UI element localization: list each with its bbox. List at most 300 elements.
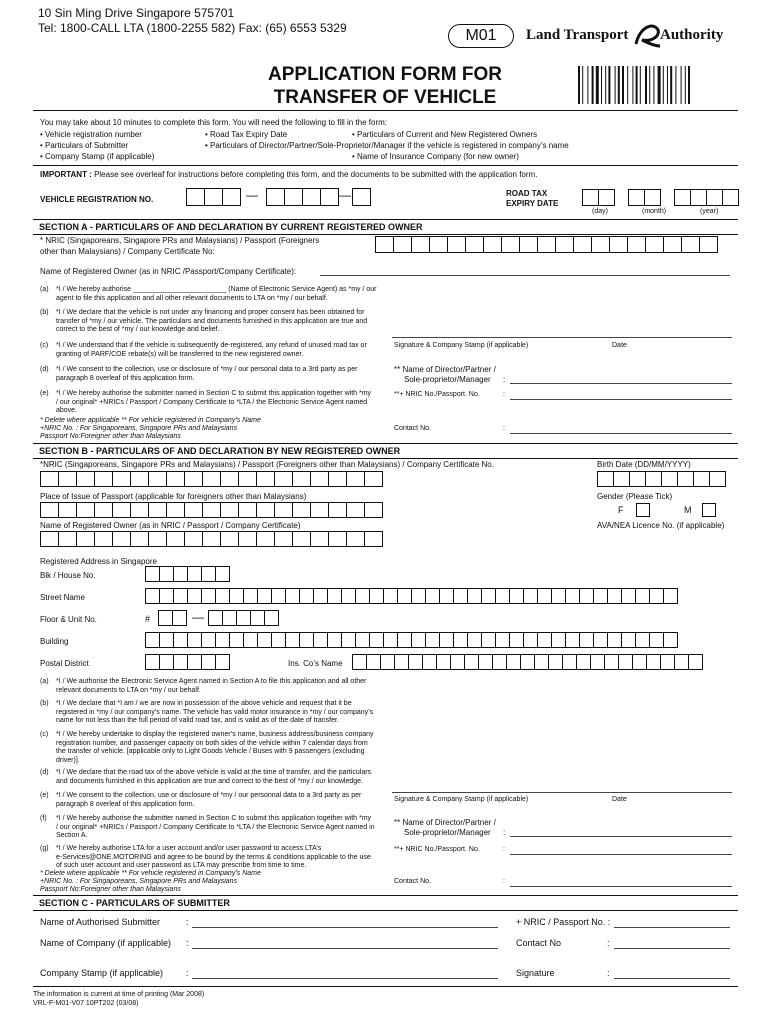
section-b-nric-passport-line[interactable] [510, 854, 732, 855]
intro-col1-2: • Company Stamp (if applicable) [40, 152, 155, 161]
section-a-name-label: Name of Registered Owner (as in NRIC /Passport/Company Certificate): [40, 267, 297, 276]
char-box[interactable] [495, 632, 510, 648]
char-box[interactable] [495, 588, 510, 604]
char-box[interactable] [397, 632, 412, 648]
char-box[interactable] [159, 654, 174, 670]
char-box[interactable] [411, 632, 426, 648]
declaration-text: Section A. [56, 832, 88, 839]
building-boxes[interactable] [145, 632, 677, 648]
char-box[interactable] [202, 502, 221, 518]
char-box[interactable] [94, 471, 113, 487]
section-a-contact-colon: : [503, 425, 505, 432]
section-b-signature-line[interactable] [392, 792, 732, 793]
section-b-contact-colon: : [503, 878, 505, 885]
char-box[interactable] [58, 502, 77, 518]
char-box[interactable] [257, 632, 272, 648]
char-box[interactable] [58, 471, 77, 487]
char-box[interactable] [257, 588, 272, 604]
section-b-name-label: Name of Registered Owner (as in NRIC / Passport / Company Certificate) [40, 521, 301, 530]
char-box[interactable] [173, 566, 188, 582]
char-box[interactable] [166, 471, 185, 487]
char-box[interactable] [383, 588, 398, 604]
section-b-passport-place-boxes[interactable] [40, 502, 382, 518]
section-a-signature-line[interactable] [392, 337, 732, 338]
char-box[interactable] [481, 632, 496, 648]
char-box[interactable] [447, 236, 466, 253]
char-box[interactable] [509, 588, 524, 604]
lta-logo-icon [632, 20, 662, 50]
char-box[interactable] [173, 654, 188, 670]
char-box[interactable] [394, 654, 409, 670]
char-box[interactable] [425, 588, 440, 604]
section-c-header: SECTION C - PARTICULARS OF SUBMITTER [33, 895, 738, 911]
vehicle-reg-prefix-boxes[interactable] [186, 188, 240, 206]
char-box[interactable] [313, 588, 328, 604]
char-box[interactable] [201, 632, 216, 648]
declaration-text: *I / We consent to the collection, use or disclosure of *my / our personnal data to a 3rd party as per [56, 792, 362, 799]
char-box[interactable] [369, 588, 384, 604]
char-box[interactable] [313, 632, 328, 648]
char-box[interactable] [76, 471, 95, 487]
section-b-date-label: Date [612, 796, 627, 803]
char-box[interactable] [40, 471, 59, 487]
char-box[interactable] [590, 654, 605, 670]
char-box[interactable] [576, 654, 591, 670]
char-box[interactable] [215, 654, 230, 670]
intro-col1-0: • Vehicle registration number [40, 130, 142, 139]
submitter-signature-colon: : [607, 968, 610, 978]
char-box[interactable] [439, 588, 454, 604]
section-a-nric-boxes[interactable] [375, 236, 717, 253]
char-box[interactable] [453, 588, 468, 604]
submitter-signature-line[interactable] [614, 978, 730, 979]
company-stamp-line[interactable] [192, 978, 498, 979]
section-a-name-line[interactable] [320, 275, 730, 276]
char-box[interactable] [383, 632, 398, 648]
section-b-signature-label: Signature & Company Stamp (if applicable) [394, 796, 529, 803]
char-box[interactable] [453, 632, 468, 648]
char-box[interactable] [501, 236, 520, 253]
declaration-key: (b) [40, 700, 49, 707]
char-box[interactable] [573, 236, 592, 253]
char-box[interactable] [663, 632, 678, 648]
road-tax-month-boxes[interactable] [628, 189, 660, 206]
char-box[interactable] [328, 502, 347, 518]
section-b-address-label: Registered Address in Singapore [40, 557, 157, 566]
char-box[interactable] [439, 632, 454, 648]
road-tax-day-boxes[interactable] [582, 189, 614, 206]
section-b-birth-label: Birth Date (DD/MM/YYYY) [597, 460, 691, 469]
section-b-note-1: * Delete where applicable ** For vehicle registered in Company’s Name [40, 870, 261, 877]
char-box[interactable] [411, 236, 430, 253]
char-box[interactable] [238, 531, 257, 547]
declaration-key: (c) [40, 342, 49, 349]
declaration-key: (e) [40, 390, 49, 397]
char-box[interactable] [130, 502, 149, 518]
char-box[interactable] [450, 654, 465, 670]
char-box[interactable] [364, 531, 383, 547]
char-box[interactable] [604, 654, 619, 670]
declaration-key: (c) [40, 731, 49, 738]
char-box[interactable] [537, 236, 556, 253]
char-box[interactable] [145, 588, 160, 604]
char-box[interactable] [310, 531, 329, 547]
barcode-bar [622, 66, 624, 104]
char-box[interactable] [145, 632, 160, 648]
char-box[interactable] [256, 502, 275, 518]
char-box[interactable] [380, 654, 395, 670]
char-box[interactable] [635, 588, 650, 604]
char-box[interactable] [551, 632, 566, 648]
char-box[interactable] [397, 588, 412, 604]
char-box[interactable] [548, 654, 563, 670]
char-box[interactable] [256, 471, 275, 487]
char-box[interactable] [327, 632, 342, 648]
char-box[interactable] [465, 236, 484, 253]
char-box[interactable] [478, 654, 493, 670]
char-box[interactable] [310, 502, 329, 518]
char-box[interactable] [274, 531, 293, 547]
char-box[interactable] [537, 588, 552, 604]
char-box[interactable] [422, 654, 437, 670]
char-box[interactable] [328, 531, 347, 547]
char-box[interactable] [112, 502, 131, 518]
char-box[interactable] [222, 610, 237, 626]
section-b-nric-passport-label: **+ NRIC No./Passport. No. [394, 846, 480, 853]
year-caption: (year) [700, 208, 719, 215]
char-box[interactable] [693, 471, 710, 487]
char-box[interactable] [271, 588, 286, 604]
char-box[interactable] [327, 588, 342, 604]
unit-boxes[interactable] [208, 610, 278, 626]
auth-submitter-line[interactable] [192, 927, 498, 928]
section-a-nric-passport-line[interactable] [510, 399, 732, 400]
section-b-director-line[interactable] [510, 836, 732, 837]
section-b-contact-line[interactable] [510, 886, 732, 887]
char-box[interactable] [148, 471, 167, 487]
section-a-nric-passport-colon: : [503, 391, 505, 398]
section-b-header: SECTION B - PARTICULARS OF AND DECLARATION BY NEW REGISTERED OWNER [33, 443, 738, 459]
char-box[interactable] [523, 632, 538, 648]
gender-m-checkbox[interactable] [702, 503, 716, 517]
char-box[interactable] [274, 502, 293, 518]
char-box[interactable] [187, 588, 202, 604]
declaration-text: of such user account and user password as LTA may prescribe from time to time. [56, 862, 307, 869]
char-box[interactable] [369, 632, 384, 648]
char-box[interactable] [506, 654, 521, 670]
char-box[interactable] [551, 588, 566, 604]
char-box[interactable] [635, 632, 650, 648]
char-box[interactable] [184, 531, 203, 547]
char-box[interactable] [699, 236, 718, 253]
char-box[interactable] [243, 632, 258, 648]
char-box[interactable] [681, 236, 700, 253]
char-box[interactable] [408, 654, 423, 670]
submitter-nric-label: + NRIC / Passport No. : [516, 917, 611, 927]
char-box[interactable] [649, 632, 664, 648]
char-box[interactable] [481, 588, 496, 604]
char-box[interactable] [229, 632, 244, 648]
barcode-bar [688, 66, 690, 104]
char-box[interactable] [523, 588, 538, 604]
char-box[interactable] [483, 236, 502, 253]
char-box[interactable] [256, 531, 275, 547]
char-box[interactable] [593, 588, 608, 604]
barcode-bar [601, 66, 602, 104]
char-box[interactable] [215, 566, 230, 582]
vehicle-reg-label: VEHICLE REGISTRATION NO. [40, 195, 154, 204]
declaration-text: paragraph 8 overleaf of this application form. [56, 374, 195, 382]
char-box[interactable] [565, 588, 580, 604]
char-box[interactable] [645, 471, 662, 487]
char-box[interactable] [375, 236, 394, 253]
char-box[interactable] [393, 236, 412, 253]
char-box[interactable] [346, 471, 365, 487]
street-boxes[interactable] [145, 588, 677, 604]
section-b-gender-label: Gender (Please Tick) [597, 492, 673, 501]
char-box[interactable] [346, 531, 365, 547]
gender-f-label: F [618, 505, 624, 515]
declaration-text: name for not less than the full period of valid road tax, and is valid as of the date of transfer. [56, 717, 339, 724]
char-box[interactable] [215, 588, 230, 604]
auth-submitter-label: Name of Authorised Submitter [40, 917, 161, 927]
char-box[interactable] [519, 236, 538, 253]
char-box[interactable] [597, 471, 614, 487]
declaration-text: *I / We hereby undertake to display the registered owner’s name, business address/business company [56, 731, 374, 738]
char-box[interactable] [520, 654, 535, 670]
section-a-director-line[interactable] [510, 383, 732, 384]
char-box[interactable] [565, 632, 580, 648]
char-box[interactable] [492, 654, 507, 670]
char-box[interactable] [220, 531, 239, 547]
char-box[interactable] [184, 502, 203, 518]
declaration-text: correct to the best of *my / our knowledge and belief. [56, 326, 220, 333]
char-box[interactable] [310, 471, 329, 487]
char-box[interactable] [220, 471, 239, 487]
declaration-key: (d) [40, 366, 49, 373]
char-box[interactable] [292, 471, 311, 487]
char-box[interactable] [629, 471, 646, 487]
char-box[interactable] [579, 588, 594, 604]
char-box[interactable] [366, 654, 381, 670]
char-box[interactable] [173, 632, 188, 648]
submitter-contact-line[interactable] [614, 948, 730, 949]
submitter-signature-label: Signature [516, 968, 555, 978]
char-box[interactable] [202, 531, 221, 547]
char-box[interactable] [537, 632, 552, 648]
char-box[interactable] [355, 632, 370, 648]
char-box[interactable] [238, 502, 257, 518]
section-b-nric-boxes[interactable] [40, 471, 382, 487]
char-box[interactable] [285, 588, 300, 604]
char-box[interactable] [618, 654, 633, 670]
char-box[interactable] [364, 502, 383, 518]
char-box[interactable] [159, 632, 174, 648]
char-box[interactable] [663, 588, 678, 604]
char-box[interactable] [607, 588, 622, 604]
char-box[interactable] [688, 654, 703, 670]
char-box[interactable] [509, 632, 524, 648]
char-box[interactable] [184, 471, 203, 487]
char-box[interactable] [299, 588, 314, 604]
char-box[interactable] [220, 502, 239, 518]
barcode-bar [608, 66, 610, 104]
char-box[interactable] [145, 566, 160, 582]
char-box[interactable] [425, 632, 440, 648]
char-box[interactable] [352, 654, 367, 670]
char-box[interactable] [661, 471, 678, 487]
section-b-director-colon: : [503, 828, 506, 837]
char-box[interactable] [159, 588, 174, 604]
char-box[interactable] [660, 654, 675, 670]
char-box[interactable] [112, 471, 131, 487]
vehicle-reg-number-boxes[interactable] [266, 188, 338, 206]
floor-boxes[interactable] [158, 610, 186, 626]
insurance-company-label: Ins. Co’s Name [288, 659, 343, 668]
char-box[interactable] [76, 531, 95, 547]
char-box[interactable] [534, 654, 549, 670]
declaration-text: agent to file this application and all other relevant documents to LTA on *my / our behalf. [56, 294, 328, 302]
char-box[interactable] [201, 588, 216, 604]
declaration-key: (f) [40, 815, 47, 822]
declaration-text: *I / We consent to the collection, use or disclosure of *my / our personal data to a 3rd party as per [56, 366, 358, 373]
barcode-bar [632, 66, 633, 104]
char-box[interactable] [467, 632, 482, 648]
section-b-name-boxes[interactable] [40, 531, 382, 547]
char-box[interactable] [285, 632, 300, 648]
declaration-text: *I / We declare that the road tax of the above vehicle is valid at the time of transfer, and the particulars [56, 769, 372, 776]
char-box[interactable] [58, 531, 77, 547]
section-a-director-label-2: Sole-proprietor/Manager [404, 375, 491, 384]
char-box[interactable] [264, 610, 279, 626]
submitter-nric-line[interactable] [614, 927, 730, 928]
section-a-contact-label: Contact No. [394, 425, 431, 432]
char-box[interactable] [663, 236, 682, 253]
char-box[interactable] [364, 471, 383, 487]
char-box[interactable] [621, 588, 636, 604]
char-box[interactable] [429, 236, 448, 253]
section-a-date-label: Date [612, 342, 627, 349]
char-box[interactable] [159, 566, 174, 582]
char-box[interactable] [166, 502, 185, 518]
char-box[interactable] [464, 654, 479, 670]
char-box[interactable] [292, 502, 311, 518]
char-box[interactable] [341, 632, 356, 648]
char-box[interactable] [112, 531, 131, 547]
declaration-text: *I / We hereby authorise the submitter named in Section C to submit this application together with *my [56, 815, 372, 822]
char-box[interactable] [341, 588, 356, 604]
char-box[interactable] [593, 632, 608, 648]
char-box[interactable] [76, 502, 95, 518]
road-tax-year-boxes[interactable] [674, 189, 738, 206]
char-box[interactable] [627, 236, 646, 253]
char-box[interactable] [145, 654, 160, 670]
section-a-nric-label-2: other than Malaysians) / Company Certificate No: [40, 247, 215, 256]
gender-f-checkbox[interactable] [636, 503, 650, 517]
char-box[interactable] [411, 588, 426, 604]
important-label: IMPORTANT : [40, 170, 92, 179]
char-box[interactable] [346, 502, 365, 518]
char-box[interactable] [229, 588, 244, 604]
char-box[interactable] [201, 566, 216, 582]
char-box[interactable] [562, 654, 577, 670]
postal-boxes[interactable] [145, 654, 229, 670]
char-box[interactable] [621, 632, 636, 648]
section-a-contact-line[interactable] [510, 433, 732, 434]
char-box[interactable] [130, 471, 149, 487]
company-name-line[interactable] [192, 948, 498, 949]
declaration-text: *I / We declare that *I am / we are now in possession of the above vehicle and request that it be [56, 700, 352, 707]
char-box[interactable] [555, 236, 574, 253]
char-box[interactable] [613, 471, 630, 487]
char-box[interactable] [215, 632, 230, 648]
char-box[interactable] [148, 502, 167, 518]
char-box[interactable] [201, 654, 216, 670]
char-box[interactable] [250, 610, 265, 626]
char-box[interactable] [299, 632, 314, 648]
vehicle-reg-suffix-box[interactable] [352, 188, 370, 206]
blk-boxes[interactable] [145, 566, 229, 582]
char-box[interactable] [646, 654, 661, 670]
char-box[interactable] [40, 531, 59, 547]
intro-col3-2: • Name of Insurance Company (for new owner) [352, 152, 519, 161]
char-box[interactable] [271, 632, 286, 648]
char-box[interactable] [236, 610, 251, 626]
char-box[interactable] [467, 588, 482, 604]
char-box[interactable] [173, 588, 188, 604]
char-box[interactable] [649, 588, 664, 604]
char-box[interactable] [632, 654, 647, 670]
char-box[interactable] [274, 471, 293, 487]
section-b-director-label-2: Sole-proprietor/Manager [404, 828, 491, 837]
char-box[interactable] [94, 531, 113, 547]
section-b-passport-place-label: Place of Issue of Passport (applicable for foreigners other than Malaysians) [40, 492, 307, 501]
char-box[interactable] [166, 531, 185, 547]
char-box[interactable] [607, 632, 622, 648]
char-box[interactable] [436, 654, 451, 670]
char-box[interactable] [208, 610, 223, 626]
char-box[interactable] [328, 471, 347, 487]
char-box[interactable] [243, 588, 258, 604]
char-box[interactable] [187, 654, 202, 670]
section-a-director-label-1: ** Name of Director/Partner / [394, 365, 496, 374]
char-box[interactable] [148, 531, 167, 547]
char-box[interactable] [238, 471, 257, 487]
section-b-birthdate-boxes[interactable] [597, 471, 725, 487]
char-box[interactable] [579, 632, 594, 648]
char-box[interactable] [355, 588, 370, 604]
char-box[interactable] [674, 654, 689, 670]
char-box[interactable] [645, 236, 664, 253]
insurance-company-boxes[interactable] [352, 654, 702, 670]
char-box[interactable] [292, 531, 311, 547]
barcode-bar [658, 66, 661, 104]
char-box[interactable] [40, 502, 59, 518]
month-caption: (month) [642, 208, 667, 215]
char-box[interactable] [202, 471, 221, 487]
declaration-text: / our original* +NRICs / Passport / Company Certificate to *LTA / the Electronic Service Agent named [56, 398, 368, 406]
char-box[interactable] [187, 566, 202, 582]
char-box[interactable] [591, 236, 610, 253]
char-box[interactable] [709, 471, 726, 487]
char-box[interactable] [187, 632, 202, 648]
char-box[interactable] [130, 531, 149, 547]
barcode-bar [653, 66, 654, 104]
char-box[interactable] [677, 471, 694, 487]
building-label: Building [40, 637, 69, 646]
char-box[interactable] [94, 502, 113, 518]
char-box[interactable] [609, 236, 628, 253]
